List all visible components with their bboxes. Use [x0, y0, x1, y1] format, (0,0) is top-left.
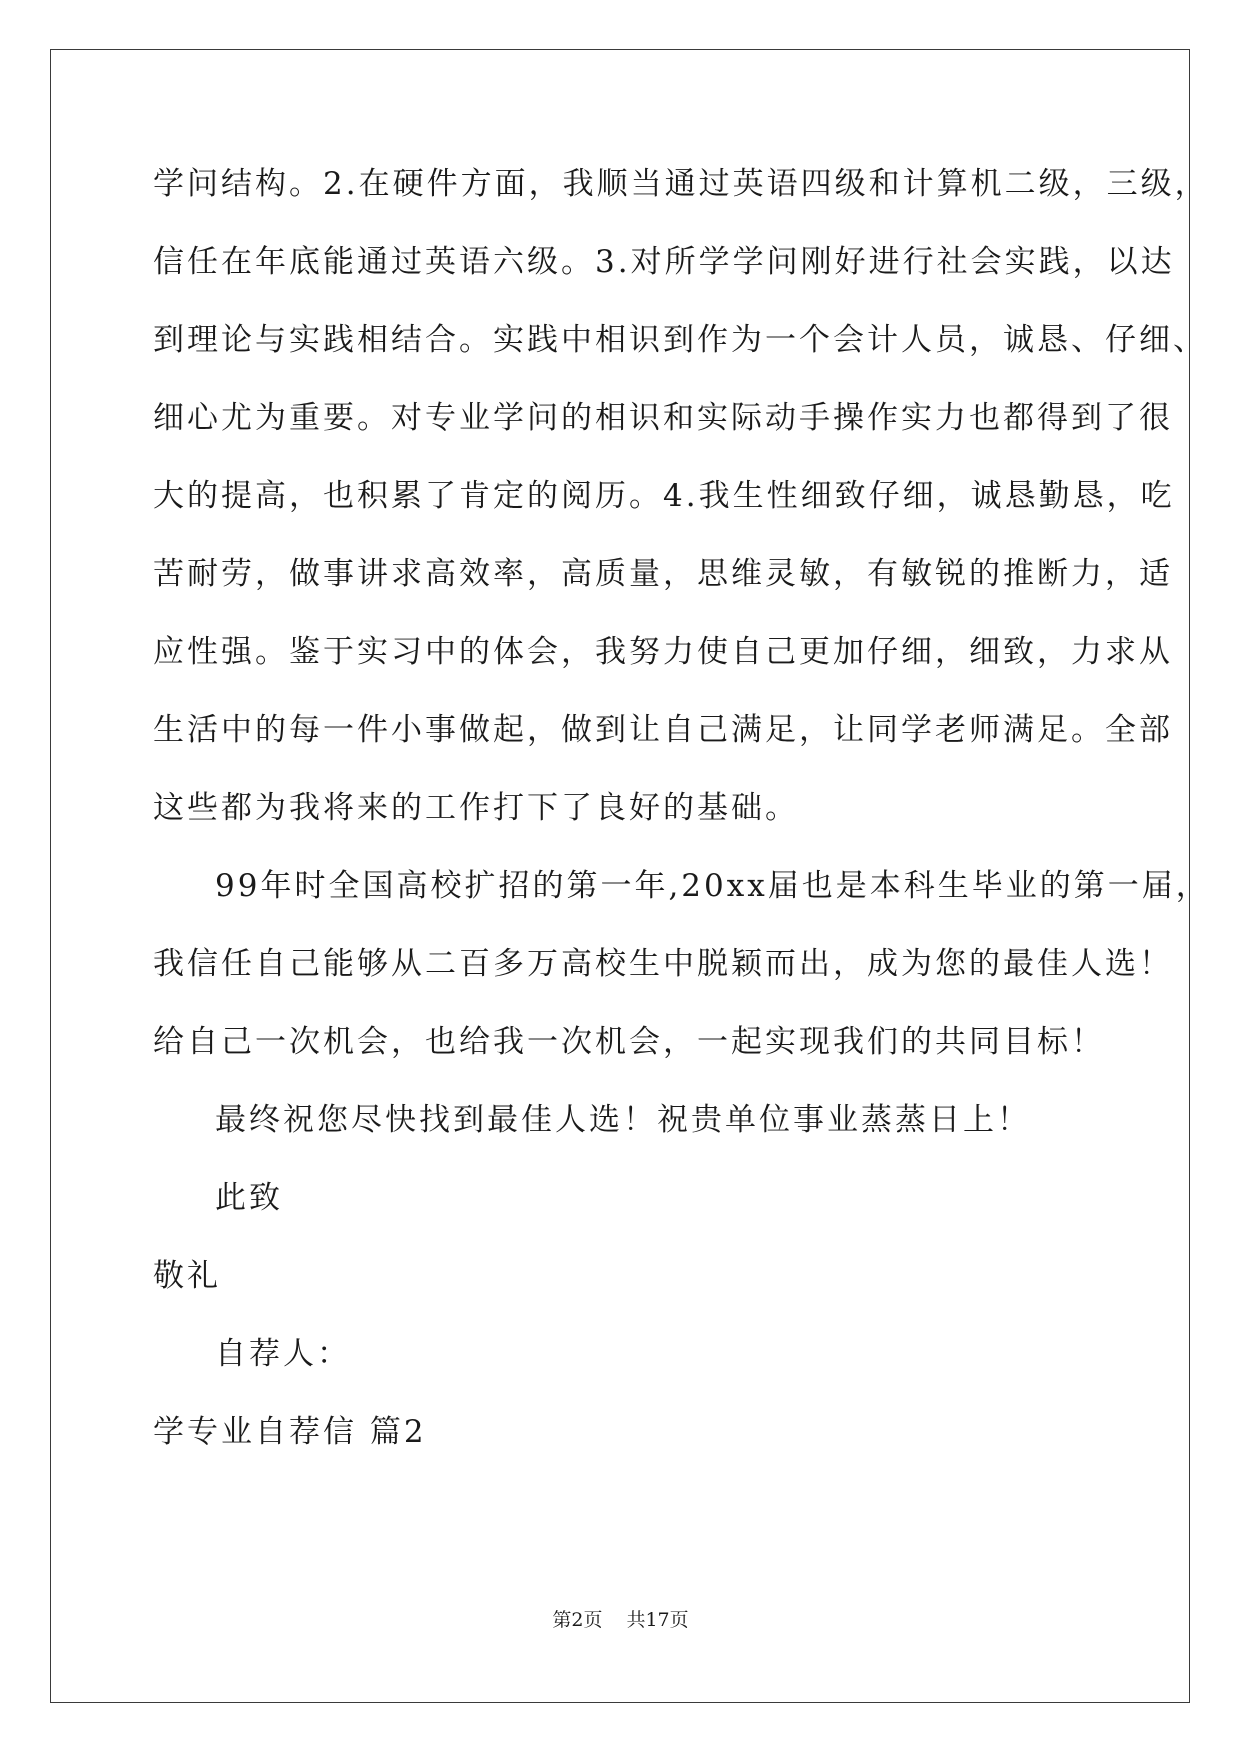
paragraph-line: 99年时全国高校扩招的第一年,20xx届也是本科生毕业的第一届， — [215, 868, 1210, 904]
page-number-total: 共17页 — [626, 1609, 689, 1631]
paragraph-line: 给自己一次机会，也给我一次机会，一起实现我们的共同目标！ — [153, 1024, 1105, 1060]
body-line: 到理论与实践相结合。实践中相识到作为一个会计人员，诚恳、仔细、 — [153, 322, 1207, 358]
document-body — [153, 145, 1210, 1471]
body-line: 学问结构。2.在硬件方面，我顺当通过英语四级和计算机二级，三级， — [153, 166, 1209, 202]
page-number-current: 第2页 — [552, 1609, 603, 1631]
body-line: 细心尤为重要。对专业学问的相识和实际动手操作实力也都得到了很 — [153, 400, 1173, 436]
closing-wish: 最终祝您尽快找到最佳人选！祝贵单位事业蒸蒸日上！ — [215, 1102, 1031, 1138]
body-line: 应性强。鉴于实习中的体会，我努力使自己更加仔细，细致，力求从 — [153, 634, 1173, 670]
body-line: 这些都为我将来的工作打下了良好的基础。 — [153, 790, 799, 826]
body-line: 大的提高，也积累了肯定的阅历。4.我生性细致仔细，诚恳勤恳，吃 — [153, 478, 1175, 514]
body-line: 信任在年底能通过英语六级。3.对所学学问刚好进行社会实践，以达 — [153, 244, 1175, 280]
salutation-jingli: 敬礼 — [153, 1258, 221, 1294]
signature-label: 自荐人： — [215, 1336, 351, 1372]
section-heading: 学专业自荐信 篇2 — [153, 1414, 427, 1450]
page-footer — [0, 1605, 1241, 1632]
salutation-cizhi: 此致 — [215, 1180, 283, 1216]
paragraph-line: 我信任自己能够从二百多万高校生中脱颖而出，成为您的最佳人选！ — [153, 946, 1173, 982]
body-line: 苦耐劳，做事讲求高效率，高质量，思维灵敏，有敏锐的推断力，适 — [153, 556, 1173, 592]
body-line: 生活中的每一件小事做起，做到让自己满足，让同学老师满足。全部 — [153, 712, 1173, 748]
